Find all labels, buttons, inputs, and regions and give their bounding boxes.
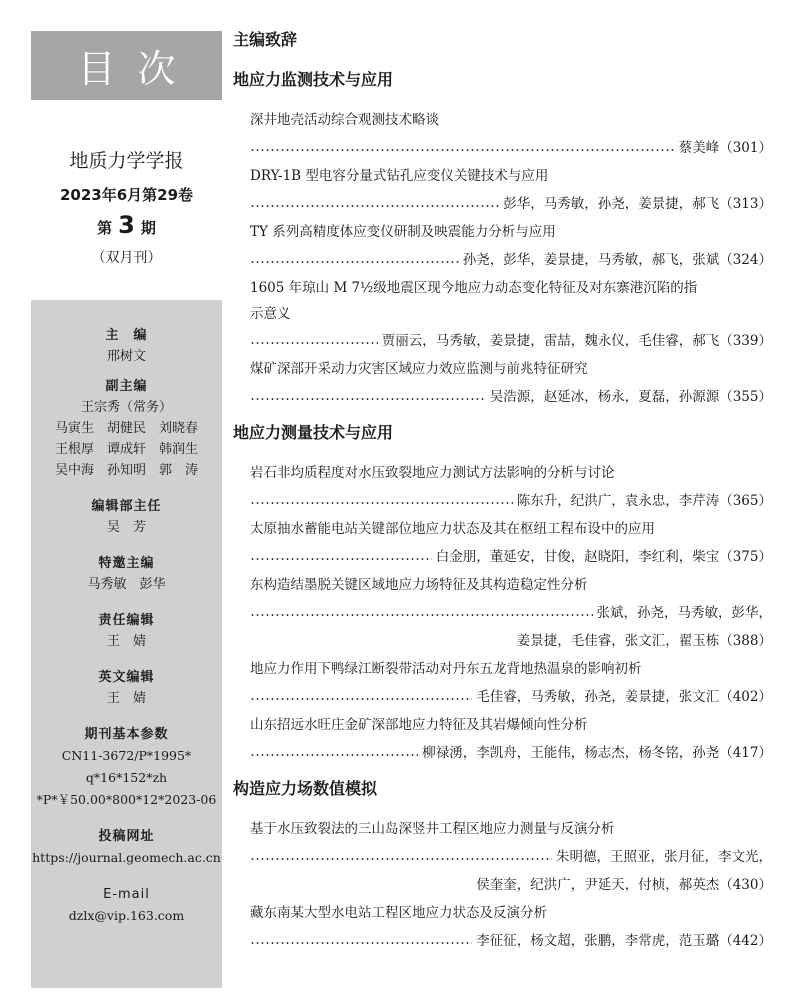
toc-entry[interactable] bbox=[250, 815, 773, 899]
email-address[interactable]: dzlx@vip.163.com bbox=[68, 908, 185, 923]
toc-section-title: 地应力测量技术与应用 bbox=[233, 423, 394, 442]
toc-section-title: 构造应力场数值模拟 bbox=[233, 779, 378, 798]
office-director-label: 编辑部主任 bbox=[91, 499, 162, 514]
issue-prefix: 第 bbox=[97, 219, 113, 237]
article-title: 太原抽水蓄能电站关键部位地应力状态及其在枢纽工程布设中的应用 bbox=[250, 521, 655, 537]
journal-params-line: CN11-3672/P*1995* bbox=[61, 748, 192, 763]
dot-leader bbox=[250, 261, 459, 263]
toc-entry[interactable] bbox=[250, 459, 773, 515]
article-authors-page: 李征征，杨文超，张鹏，李常虎，范玉璐（442） bbox=[476, 933, 772, 949]
table-of-contents bbox=[233, 26, 773, 955]
dot-leader bbox=[250, 942, 472, 944]
editor-in-chief: 邢树文 bbox=[106, 349, 146, 364]
toc-entry[interactable] bbox=[250, 655, 773, 711]
issue-number: 3 bbox=[118, 211, 135, 239]
editor-in-chief-label: 主 编 bbox=[105, 328, 148, 343]
article-authors-page: 姜景捷，毛佳睿，张文汇，翟玉栋（388） bbox=[516, 633, 772, 649]
journal-params-label: 期刊基本参数 bbox=[84, 727, 169, 742]
deputy-editor-line: 马寅生 胡健民 刘晓春 bbox=[54, 421, 198, 436]
article-title: 基于水压致裂法的三山岛深竖井工程区地应力测量与反演分析 bbox=[250, 821, 615, 837]
article-title: 藏东南某大型水电站工程区地应力状态及反演分析 bbox=[250, 905, 547, 921]
journal-info bbox=[31, 148, 222, 267]
toc-entry[interactable] bbox=[250, 571, 773, 655]
office-director: 吴 芳 bbox=[106, 520, 146, 535]
dot-leader bbox=[250, 858, 552, 860]
deputy-editor-line: 王根厚 谭成轩 韩润生 bbox=[54, 442, 198, 457]
dot-leader bbox=[250, 398, 486, 400]
article-authors-page: 孙尧，彭华，姜景捷，马秀敏，郝飞，张斌（324） bbox=[462, 252, 772, 268]
article-title: DRY-1B 型电容分量式钻孔应变仪关键技术与应用 bbox=[250, 168, 549, 184]
guest-editor: 马秀敏 彭华 bbox=[87, 577, 166, 592]
article-authors-page: 彭华，马秀敏，孙尧，姜景捷，郝飞（313） bbox=[503, 196, 772, 212]
article-authors-page: 吴浩源，赵延冰，杨永，夏磊，孙源源（355） bbox=[489, 389, 772, 405]
submission-url[interactable]: https://journal.geomech.ac.cn bbox=[32, 850, 221, 865]
toc-entry[interactable] bbox=[250, 218, 773, 274]
article-authors: 张斌，孙尧，马秀敏，彭华， bbox=[596, 605, 772, 621]
dot-leader bbox=[250, 149, 675, 151]
toc-foreword[interactable]: 主编致辞 bbox=[233, 30, 298, 49]
issue-date-volume: 2023年6月第29卷 bbox=[59, 186, 194, 204]
toc-entry[interactable] bbox=[250, 711, 773, 767]
dot-leader bbox=[250, 754, 418, 756]
dot-leader bbox=[250, 614, 593, 616]
article-authors-page: 贾丽云，马秀敏，姜景捷，雷喆，魏永仪，毛佳睿，郝飞（339） bbox=[381, 333, 772, 349]
journal-params-line: q*16*152*zh bbox=[85, 770, 168, 785]
dot-leader bbox=[250, 502, 513, 504]
dot-leader bbox=[250, 558, 432, 560]
toc-entry[interactable] bbox=[250, 515, 773, 571]
dot-leader bbox=[250, 205, 499, 207]
article-authors-page: 蔡美峰（301） bbox=[678, 140, 772, 156]
english-editor: 王 婧 bbox=[106, 691, 146, 706]
toc-section-title: 地应力监测技术与应用 bbox=[233, 70, 394, 89]
article-title: 东构造结墨脱关键区域地应力场特征及其构造稳定性分析 bbox=[250, 577, 588, 593]
deputy-editor-line: 王宗秀（常务） bbox=[80, 400, 172, 415]
issue-number-line bbox=[31, 211, 222, 239]
article-title: 岩石非均质程度对水压致裂地应力测试方法影响的分析与讨论 bbox=[250, 465, 615, 481]
issue-suffix: 期 bbox=[140, 219, 156, 237]
publication-frequency: （双月刊） bbox=[91, 250, 162, 266]
article-authors-page: 白金朋，董延安，甘俊，赵晓阳，李红利，柴宝（375） bbox=[435, 549, 772, 565]
article-authors-page: 侯奎奎，纪洪广，尹延天，付桢，郝英杰（430） bbox=[476, 877, 772, 893]
toc-entry[interactable] bbox=[250, 106, 773, 162]
editorial-board-panel bbox=[31, 300, 222, 988]
article-title: 深井地壳活动综合观测技术略谈 bbox=[250, 112, 439, 128]
toc-entry[interactable] bbox=[250, 162, 773, 218]
article-title: TY 系列高精度体应变仪研制及映震能力分析与应用 bbox=[250, 224, 556, 240]
article-authors-page: 陈东升，纪洪广，袁永忠，李芹涛（365） bbox=[516, 493, 772, 509]
toc-title-banner bbox=[31, 31, 222, 100]
article-title: 1605 年琼山 M 7½级地震区现今地应力动态变化特征及对东寨港沉陷的指 bbox=[250, 280, 698, 296]
toc-entry[interactable] bbox=[250, 274, 773, 355]
email-label: E-mail bbox=[103, 887, 150, 902]
deputy-editor-line: 吴中海 孙知明 郭 涛 bbox=[54, 463, 198, 478]
article-title: 山东招远水旺庄金矿深部地应力特征及其岩爆倾向性分析 bbox=[250, 717, 588, 733]
toc-title: 目次 bbox=[77, 47, 198, 91]
submission-url-label: 投稿网址 bbox=[98, 829, 155, 844]
article-authors: 朱明德，王照亚，张月征，李文光， bbox=[556, 849, 772, 865]
guest-editor-label: 特邀主编 bbox=[98, 556, 155, 571]
responsible-editor: 王 婧 bbox=[106, 634, 146, 649]
english-editor-label: 英文编辑 bbox=[98, 670, 155, 685]
responsible-editor-label: 责任编辑 bbox=[98, 613, 155, 628]
article-title: 煤矿深部开采动力灾害区域应力效应监测与前兆特征研究 bbox=[250, 361, 588, 377]
dot-leader bbox=[250, 698, 472, 700]
dot-leader bbox=[250, 342, 378, 344]
deputy-editor-label: 副主编 bbox=[105, 379, 148, 394]
article-title-continued: 示意义 bbox=[250, 306, 291, 322]
article-authors-page: 毛佳睿，马秀敏，孙尧，姜景捷，张文汇（402） bbox=[476, 689, 772, 705]
article-authors-page: 柳禄湧，李凯舟，王能伟，杨志杰，杨冬铭，孙尧（417） bbox=[422, 745, 772, 761]
toc-entry[interactable] bbox=[250, 899, 773, 955]
journal-name: 地质力学学报 bbox=[69, 150, 184, 172]
toc-entry[interactable] bbox=[250, 355, 773, 411]
article-title: 地应力作用下鸭绿江断裂带活动对丹东五龙背地热温泉的影响初析 bbox=[250, 661, 642, 677]
journal-params-line: *P*￥50.00*800*12*2023-06 bbox=[36, 792, 217, 807]
